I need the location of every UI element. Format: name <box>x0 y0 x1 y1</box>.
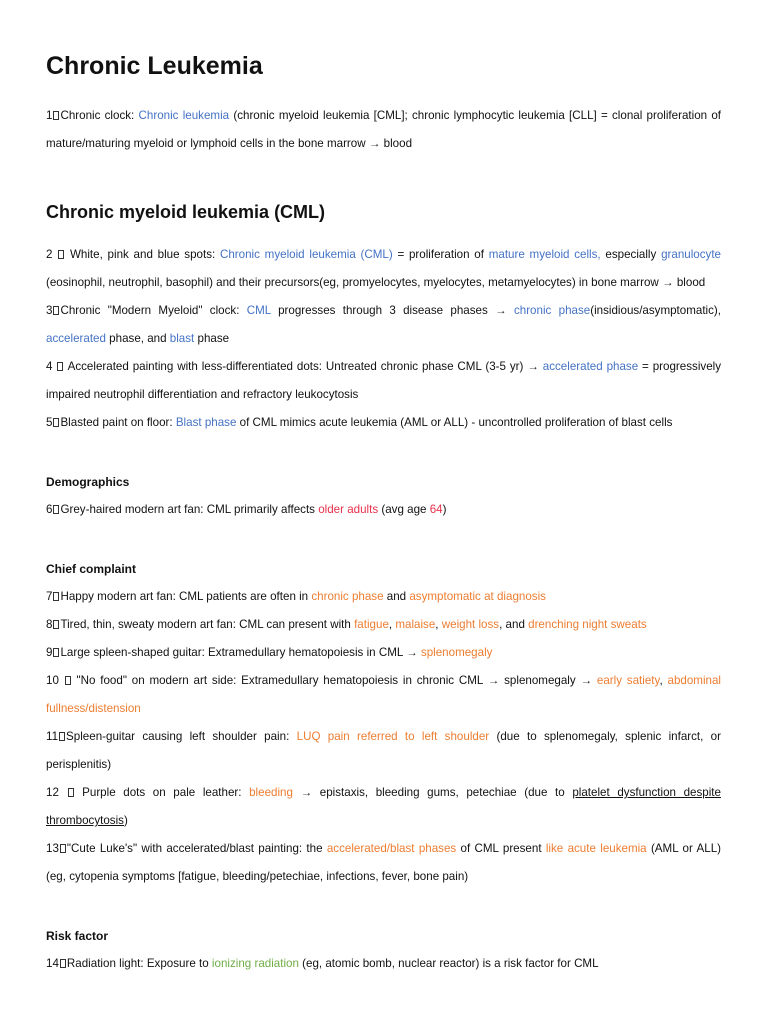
document-body <box>46 50 721 978</box>
term-chronic-leukemia: Chronic leukemia <box>138 109 230 122</box>
missing-glyph-icon <box>53 505 59 514</box>
paragraph-1: 1 Chronic clock: Chronic leukemia (chronic myeloid leukemia [CML]; chronic lymphocytic leukemia [CLL] = clonal proliferation of mature/maturing myeloid or lymphoid cells in the bone marrow → blood <box>46 109 722 150</box>
item-number: 8 <box>46 618 53 631</box>
item-number: 4 <box>46 360 53 373</box>
missing-glyph-icon <box>53 418 59 427</box>
paragraph-4: 4 Accelerated painting with less-differentiated dots: Untreated chronic phase CML (3-5 yr) → accelerated phase = progressively impaired neutrophil differentiation and refractory leukocytosis <box>46 360 722 401</box>
page-title: Chronic Leukemia <box>46 52 263 80</box>
section-heading-cml: Chronic myeloid leukemia (CML) <box>46 202 326 222</box>
paragraph-5: 5 Blasted paint on floor: Blast phase of CML mimics acute leukemia (AML or ALL) - uncontrolled proliferation of blast cells <box>46 416 673 429</box>
missing-glyph-icon <box>59 732 65 741</box>
paragraph-8: 8 Tired, thin, sweaty modern art fan: CML can present with fatigue, malaise, weight loss, and drenching night sweats <box>46 618 647 631</box>
missing-glyph-icon <box>53 111 59 120</box>
paragraph-13: 13 "Cute Luke's" with accelerated/blast painting: the accelerated/blast phases of CML present like acute leukemia (AML or ALL) (eg, cytopenia symptoms [fatigue, bleeding/petechiae, infections, fever, bone pain) <box>46 842 721 883</box>
paragraph-6: 6 Grey-haired modern art fan: CML primarily affects older adults (avg age 64) <box>46 503 447 516</box>
missing-glyph-icon <box>65 676 71 685</box>
missing-glyph-icon <box>53 306 59 315</box>
item-number: 11 <box>46 730 59 743</box>
item-number: 13 <box>46 842 59 855</box>
paragraph-10: 10 "No food" on modern art side: Extramedullary hematopoiesis in chronic CML → splenomegaly → early satiety, abdominal fullness/distension <box>46 674 721 715</box>
paragraph-11: 11 Spleen-guitar causing left shoulder pain: LUQ pain referred to left shoulder (due to splenomegaly, splenic infarct, or perisplenitis) <box>46 730 721 771</box>
item-number: 1 <box>46 109 53 122</box>
missing-glyph-icon <box>68 788 74 797</box>
paragraph-3: 3 Chronic "Modern Myeloid" clock: CML progresses through 3 disease phases → chronic phase(insidious/asymptomatic), accelerated phase, and blast phase <box>46 304 722 345</box>
item-number: 3 <box>46 304 53 317</box>
missing-glyph-icon <box>53 648 59 657</box>
item-number: 5 <box>46 416 53 429</box>
missing-glyph-icon <box>57 362 63 371</box>
missing-glyph-icon <box>60 844 66 853</box>
missing-glyph-icon <box>53 620 59 629</box>
item-number: 7 <box>46 590 53 603</box>
paragraph-7: 7 Happy modern art fan: CML patients are often in chronic phase and asymptomatic at diagnosis <box>46 590 546 603</box>
paragraph-12: 12 Purple dots on pale leather: bleeding → epistaxis, bleeding gums, petechiae (due to platelet dysfunction despite thrombocytosis) <box>46 786 721 827</box>
section-heading-demographics: Demographics <box>46 475 130 489</box>
paragraph-2: 2 White, pink and blue spots: Chronic myeloid leukemia (CML) = proliferation of mature myeloid cells, especially granulocyte (eosinophil, neutrophil, basophil) and their precursors(eg, promyelocytes, myelocytes, metamyelocytes) in bone marrow → blood <box>46 248 722 289</box>
item-number: 2 <box>46 248 53 261</box>
paragraph-14: 14 Radiation light: Exposure to ionizing radiation (eg, atomic bomb, nuclear reactor) is a risk factor for CML <box>46 957 599 970</box>
missing-glyph-icon <box>53 592 59 601</box>
missing-glyph-icon <box>60 959 66 968</box>
missing-glyph-icon <box>58 250 64 259</box>
paragraph-9: 9 Large spleen-shaped guitar: Extramedullary hematopoiesis in CML → splenomegaly <box>46 646 493 659</box>
item-number: 9 <box>46 646 53 659</box>
item-number: 10 <box>46 674 59 687</box>
item-number: 14 <box>46 957 59 970</box>
section-heading-risk-factor: Risk factor <box>46 929 109 943</box>
section-heading-chief-complaint: Chief complaint <box>46 562 137 576</box>
item-number: 12 <box>46 786 59 799</box>
item-number: 6 <box>46 503 53 516</box>
